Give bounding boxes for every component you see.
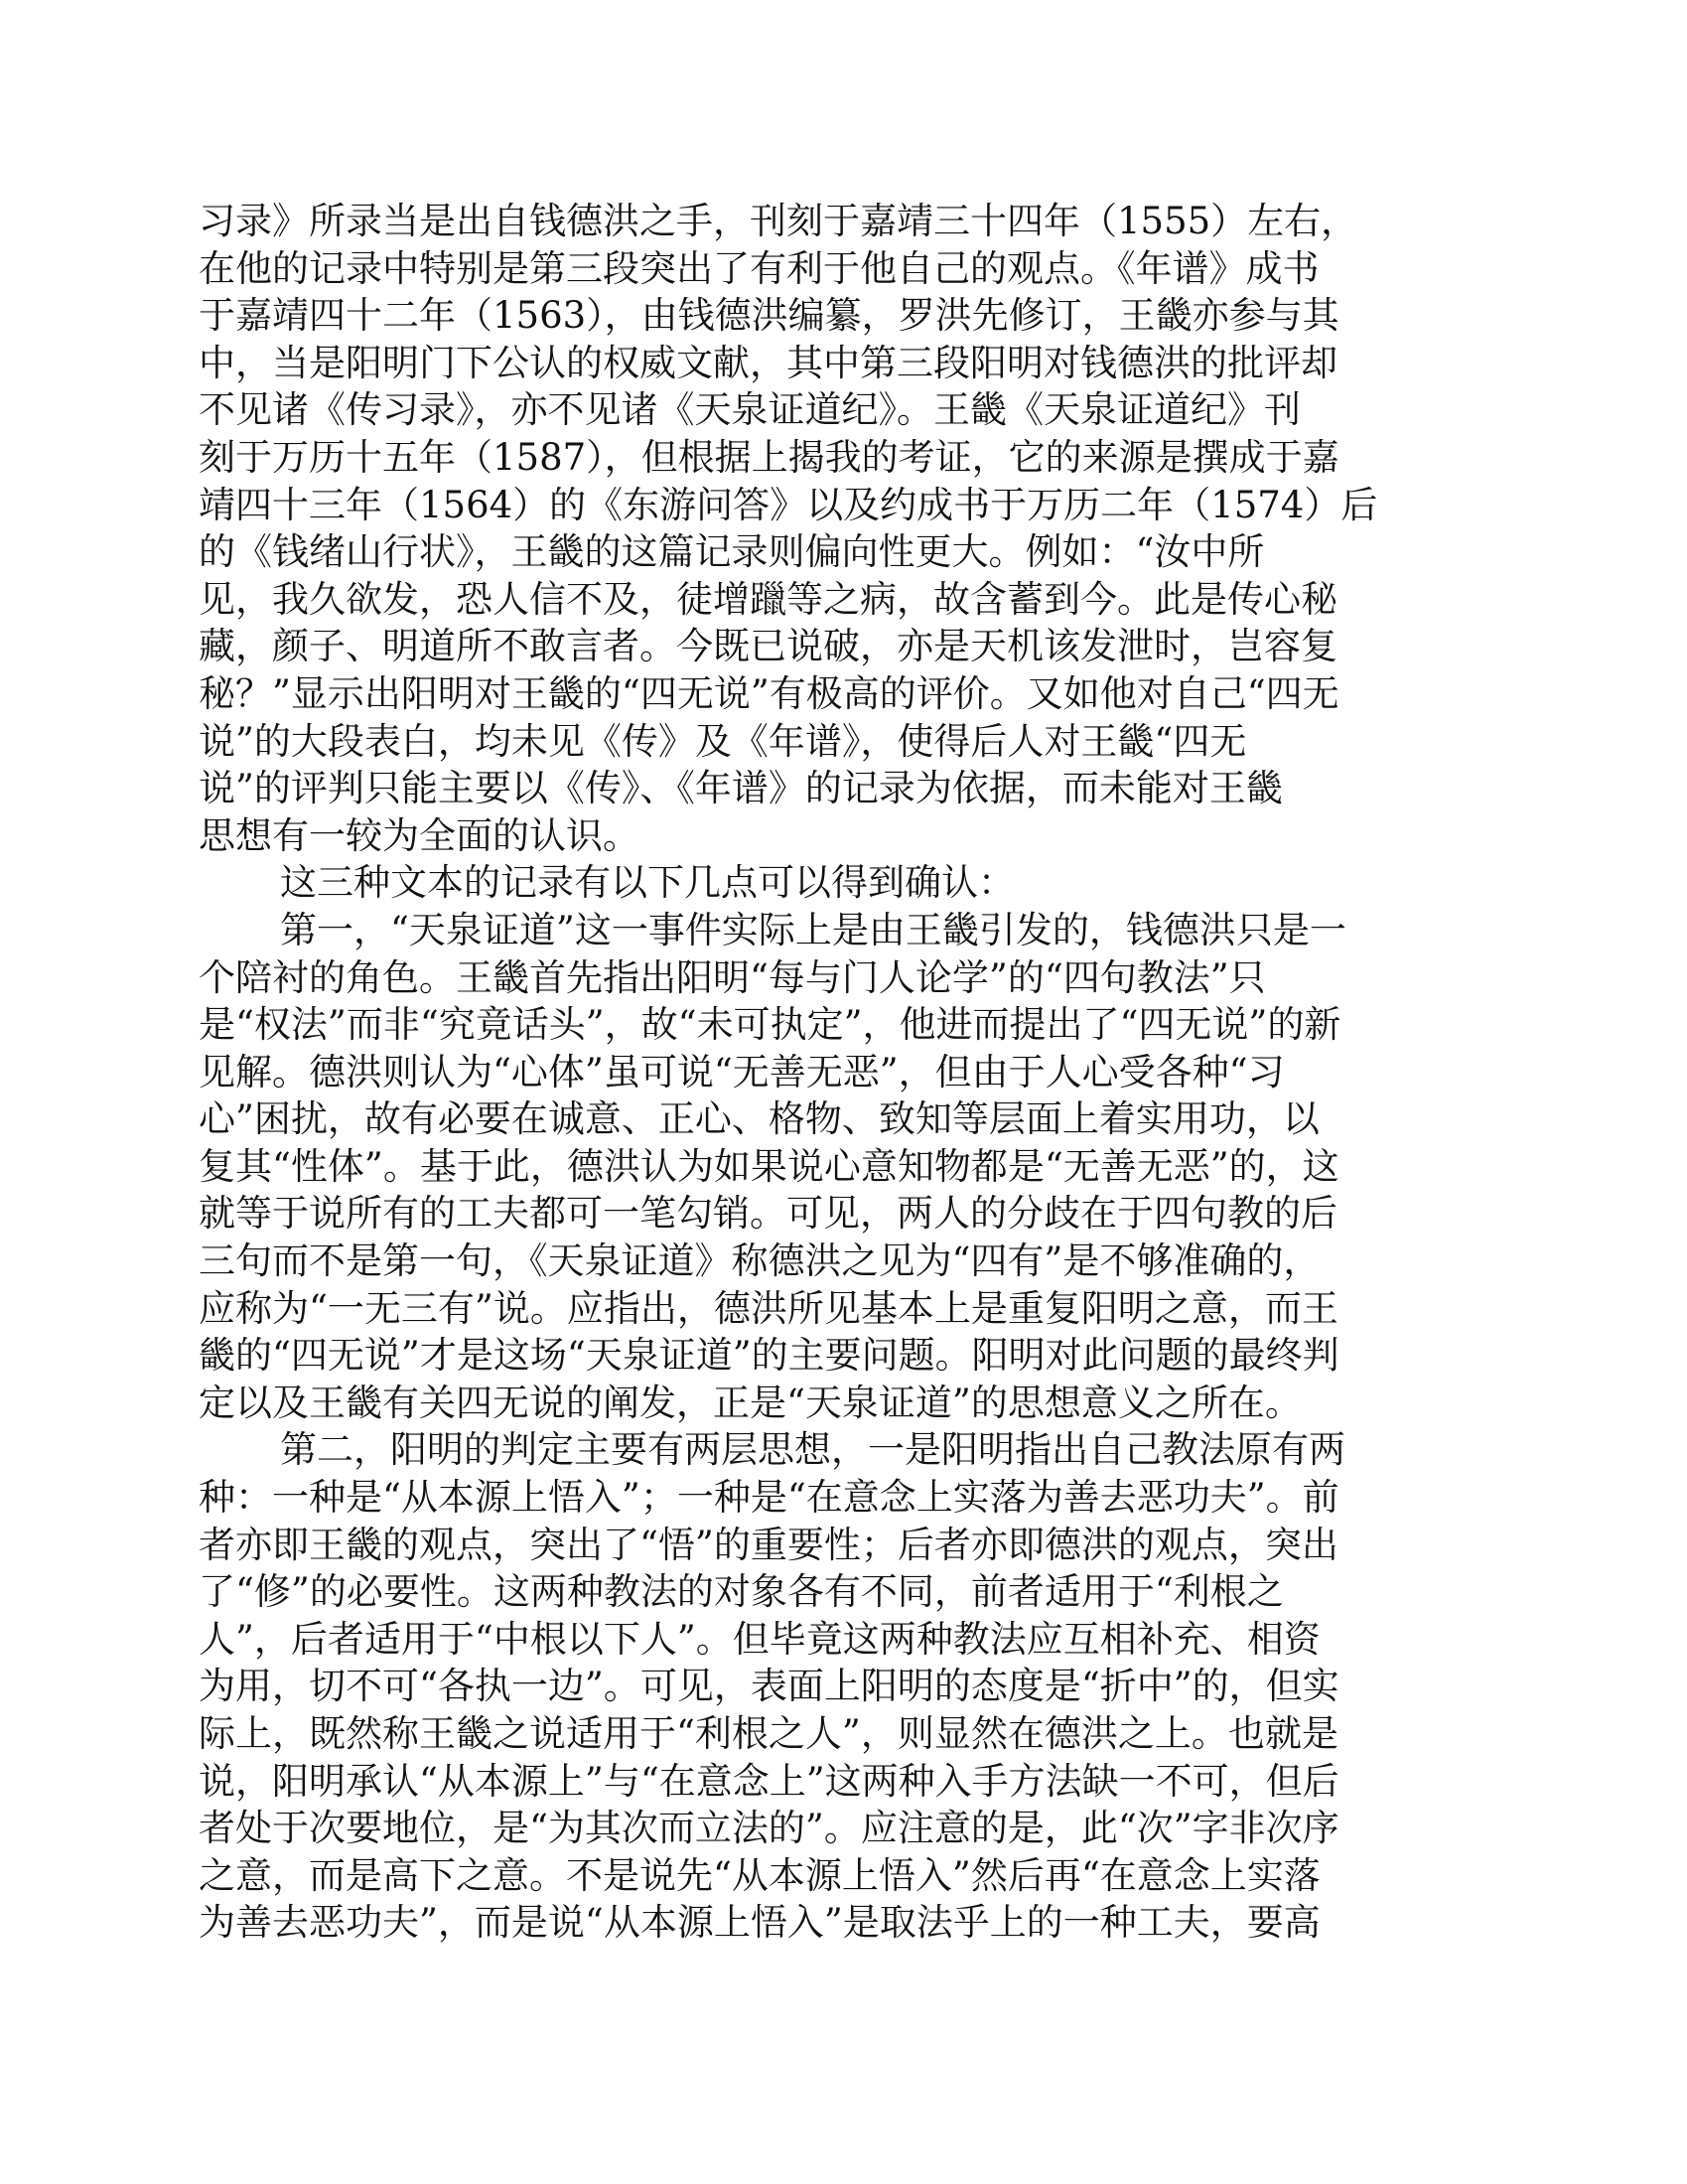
text-line: 在他的记录中特别是第三段突出了有利于他自己的观点。《年谱》成书 <box>199 246 1320 290</box>
text-line: 靖四十三年（1564）的《东游问答》以及约成书于万历二年（1574）后 <box>199 483 1378 526</box>
text-line: 为善去恶功夫”，而是说“从本源上悟入”是取法乎上的一种工夫，要高 <box>199 1901 1321 1945</box>
text-line: 于嘉靖四十二年（1563），由钱德洪编纂，罗洪先修订，王畿亦参与其 <box>199 294 1339 338</box>
text-line: 际上，既然称王畿之说适用于“利根之人”，则显然在德洪之上。也就是 <box>199 1712 1338 1755</box>
text-line: 人”，后者适用于“中根以下人”。但毕竟这两种教法应互相补充、相资 <box>199 1617 1321 1661</box>
text-line: 为用，切不可“各执一边”。可见，表面上阳明的态度是“折中”的，但实 <box>199 1665 1339 1708</box>
text-line: 不见诸《传习录》，亦不见诸《天泉证道纪》。王畿《天泉证道纪》刊 <box>199 388 1301 432</box>
paragraph <box>199 859 1489 907</box>
text-line: 者处于次要地位，是“为其次而立法的”。应注意的是，此“次”字非次序 <box>199 1807 1339 1850</box>
text-line: 了“修”的必要性。这两种教法的对象各有不同，前者适用于“利根之 <box>199 1570 1284 1614</box>
text-line: 说”的评判只能主要以《传》、《年谱》的记录为依据，而未能对王畿 <box>199 767 1283 810</box>
text-line: 复其“性体”。基于此，德洪认为如果说心意知物都是“无善无恶”的，这 <box>199 1144 1339 1188</box>
text-line: 习录》所录当是出自钱德洪之手，刊刻于嘉靖三十四年（1555）左右， <box>199 200 1358 242</box>
text-line: 应称为“一无三有”说。应指出，德洪所见基本上是重复阳明之意，而王 <box>199 1286 1338 1330</box>
text-line: 定以及王畿有关四无说的阐发，正是“天泉证道”的思想意义之所在。 <box>199 1381 1302 1424</box>
text-line: 说，阳明承认“从本源上”与“在意念上”这两种入手方法缺一不可，但后 <box>199 1759 1339 1803</box>
text-line: 心”困扰，故有必要在诚意、正心、格物、致知等层面上着实用功，以 <box>199 1097 1320 1141</box>
text-line: 种：一种是“从本源上悟入”；一种是“在意念上实落为善去恶功夫”。前 <box>199 1476 1339 1520</box>
text-line: 畿的“四无说”才是这场“天泉证道”的主要问题。阳明对此问题的最终判 <box>199 1334 1339 1378</box>
text-line: 秘？”显示出阳明对王畿的“四无说”有极高的评价。又如他对自己“四无 <box>199 671 1339 715</box>
text-line: 的《钱绪山行状》，王畿的这篇记录则偏向性更大。例如：“汝中所 <box>199 530 1265 574</box>
text-line: 见，我久欲发，恐人信不及，徒增躐等之病，故含蓄到今。此是传心秘 <box>199 577 1337 621</box>
text-line: 刻于万历十五年（1587），但根据上揭我的考证，它的来源是撰成于嘉 <box>199 435 1339 479</box>
document-page <box>199 198 1489 1947</box>
paragraph <box>199 1474 1489 1947</box>
text-line: 第一，“天泉证道”这一事件实际上是由王畿引发的，钱德洪只是一 <box>280 908 1346 951</box>
text-line: 个陪衬的角色。王畿首先指出阳明“每与门人论学”的“四句教法”只 <box>199 955 1266 999</box>
text-line: 就等于说所有的工夫都可一笔勾销。可见，两人的分歧在于四句教的后 <box>199 1192 1337 1236</box>
text-line: 中，当是阳明门下公认的权威文献，其中第三段阳明对钱德洪的批评却 <box>199 341 1337 384</box>
paragraph <box>199 198 1489 859</box>
paragraph <box>199 954 1489 1427</box>
text-line: 这三种文本的记录有以下几点可以得到确认： <box>280 861 1015 905</box>
text-line: 是“权法”而非“究竟话头”，故“未可执定”，他进而提出了“四无说”的新 <box>199 1003 1341 1047</box>
text-line: 见解。德洪则认为“心体”虽可说“无善无恶”，但由于人心受各种“习 <box>199 1050 1285 1093</box>
text-line: 之意，而是高下之意。不是说先“从本源上悟入”然后再“在意念上实落 <box>199 1853 1321 1897</box>
paragraph <box>199 1426 1489 1474</box>
text-line: 藏，颜子、明道所不敢言者。今既已说破，亦是天机该发泄时，岂容复 <box>199 625 1337 668</box>
text-line: 者亦即王畿的观点，突出了“悟”的重要性；后者亦即德洪的观点，突出 <box>199 1523 1338 1566</box>
text-line: 第二，阳明的判定主要有两层思想，一是阳明指出自己教法原有两 <box>280 1428 1345 1472</box>
paragraph <box>199 907 1489 954</box>
text-line: 说”的大段表白，均未见《传》及《年谱》，使得后人对王畿“四无 <box>199 719 1247 763</box>
text-line: 三句而不是第一句，《天泉证道》称德洪之见为“四有”是不够准确的， <box>199 1239 1321 1283</box>
text-line: 思想有一较为全面的认识。 <box>199 813 639 857</box>
